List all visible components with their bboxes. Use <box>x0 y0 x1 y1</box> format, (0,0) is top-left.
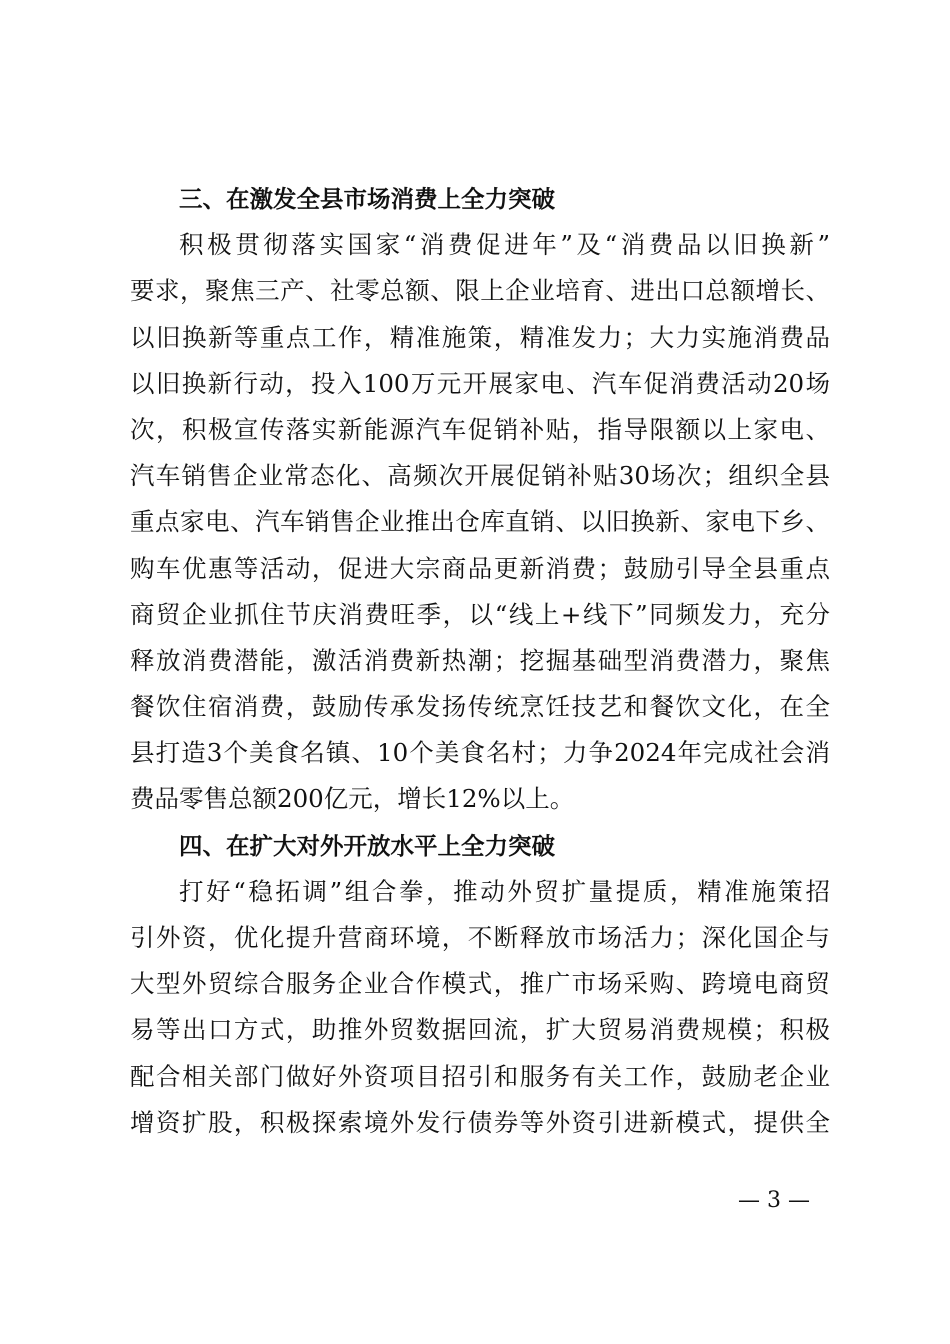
section-3-line-7: 重点家电、汽车销售企业推出仓库直销、以旧换新、家电下乡、 <box>130 507 830 537</box>
section-3-line-3: 以旧换新等重点工作，精准施策，精准发力；大力实施消费品 <box>130 322 830 352</box>
section-4-line-4: 易等出口方式，助推外贸数据回流，扩大贸易消费规模；积极 <box>130 1015 830 1045</box>
section-4-heading: 四、在扩大对外开放水平上全力突破 <box>179 831 555 860</box>
page-number: — 3 — <box>738 1188 810 1213</box>
section-4-line-2: 引外资，优化提升营商环境，不断释放市场活力；深化国企与 <box>130 923 830 952</box>
section-3-line-5: 次，积极宣传落实新能源汽车促销补贴，指导限额以上家电、 <box>130 414 830 444</box>
section-3-line-9: 商贸企业抓住节庆消费旺季，以“线上+线下”同频发力，充分 <box>130 599 830 629</box>
section-4-line-1: 打好“稳拓调”组合拳，推动外贸扩量提质，精准施策招 <box>179 876 830 906</box>
section-3-line-13: 费品零售总额200亿元，增长12%以上。 <box>130 784 575 814</box>
section-3-heading: 三、在激发全县市场消费上全力突破 <box>179 185 555 213</box>
section-4-line-5: 配合相关部门做好外资项目招引和服务有关工作，鼓励老企业 <box>130 1061 830 1091</box>
section-3-line-10: 释放消费潜能，激活消费新热潮；挖掘基础型消费潜力，聚焦 <box>130 645 830 675</box>
section-3-line-4: 以旧换新行动，投入100万元开展家电、汽车促消费活动20场 <box>130 368 830 398</box>
section-4-line-6: 增资扩股，积极探索境外发行债券等外资引进新模式，提供全 <box>130 1107 830 1137</box>
section-3-line-1: 积极贯彻落实国家“消费促进年”及“消费品以旧换新” <box>179 230 830 260</box>
section-3-line-12: 县打造3个美食名镇、10个美食名村；力争2024年完成社会消 <box>130 738 830 768</box>
section-3-line-6: 汽车销售企业常态化、高频次开展促销补贴30场次；组织全县 <box>130 461 830 491</box>
section-3-line-2: 要求，聚焦三产、社零总额、限上企业培育、进出口总额增长、 <box>130 276 830 306</box>
document-body <box>130 176 830 1146</box>
section-3-line-11: 餐饮住宿消费，鼓励传承发扬传统烹饪技艺和餐饮文化，在全 <box>130 692 830 722</box>
section-4-line-3: 大型外贸综合服务企业合作模式，推广市场采购、跨境电商贸 <box>130 969 830 999</box>
section-3-line-8: 购车优惠等活动，促进大宗商品更新消费；鼓励引导全县重点 <box>130 553 830 583</box>
